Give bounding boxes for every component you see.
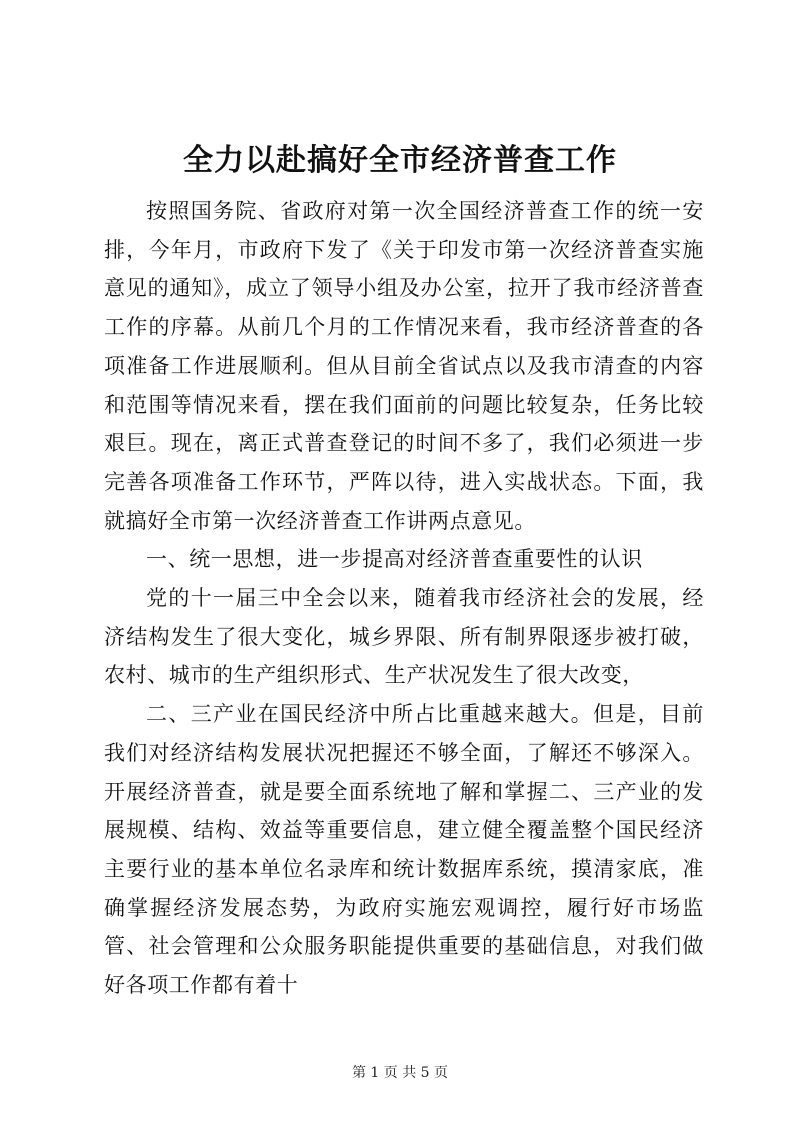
document-title: 全力以赴搞好全市经济普查工作 <box>183 143 617 178</box>
section-heading-1: 一、统一思想，进一步提高对经济普查重要性的认识 <box>146 547 643 572</box>
paragraph-census-purpose: 二、三产业在国民经济中所占比重越来越大。但是，目前我们对经济结构发展状况把握还不够全面，了解还不够深入。开展经济普查，就是要全面系统地了解和掌握二、三产业的发展规模、结构、效益等重要信息，建立健全覆盖整个国民经济主要行业的基本单位名录库和统计数据库系统，摸清家底，准确掌握经济发展态势，为政府实施宏观调控，履行好市场监管、社会管理和公众服务职能提供重要的基础信息，对我们做好各项工作都有着十 <box>104 702 704 998</box>
document-body <box>104 192 704 1005</box>
page-footer: 第 1 页 共 5 页 <box>351 1065 449 1081</box>
paragraph-intro: 按照国务院、省政府对第一次全国经济普查工作的统一安排，今年月，市政府下发了《关于印发市第一次经济普查实施意见的通知》，成立了领导小组及办公室，拉开了我市经济普查工作的序幕。从前几个月的工作情况来看，我市经济普查的各项准备工作进展顺利。但从目前全省试点以及我市清查的内容和范围等情况来看，摆在我们面前的问题比较复杂，任务比较艰巨。现在，离正式普查登记的时间不多了，我们必须进一步完善各项准备工作环节，严阵以待，进入实战状态。下面，我就搞好全市第一次经济普查工作讲两点意见。 <box>104 199 704 533</box>
paragraph-economic-change: 党的十一届三中全会以来，随着我市经济社会的发展，经济结构发生了很大变化，城乡界限、所有制界限逐步被打破，农村、城市的生产组织形式、生产状况发生了很大改变， <box>104 586 704 688</box>
